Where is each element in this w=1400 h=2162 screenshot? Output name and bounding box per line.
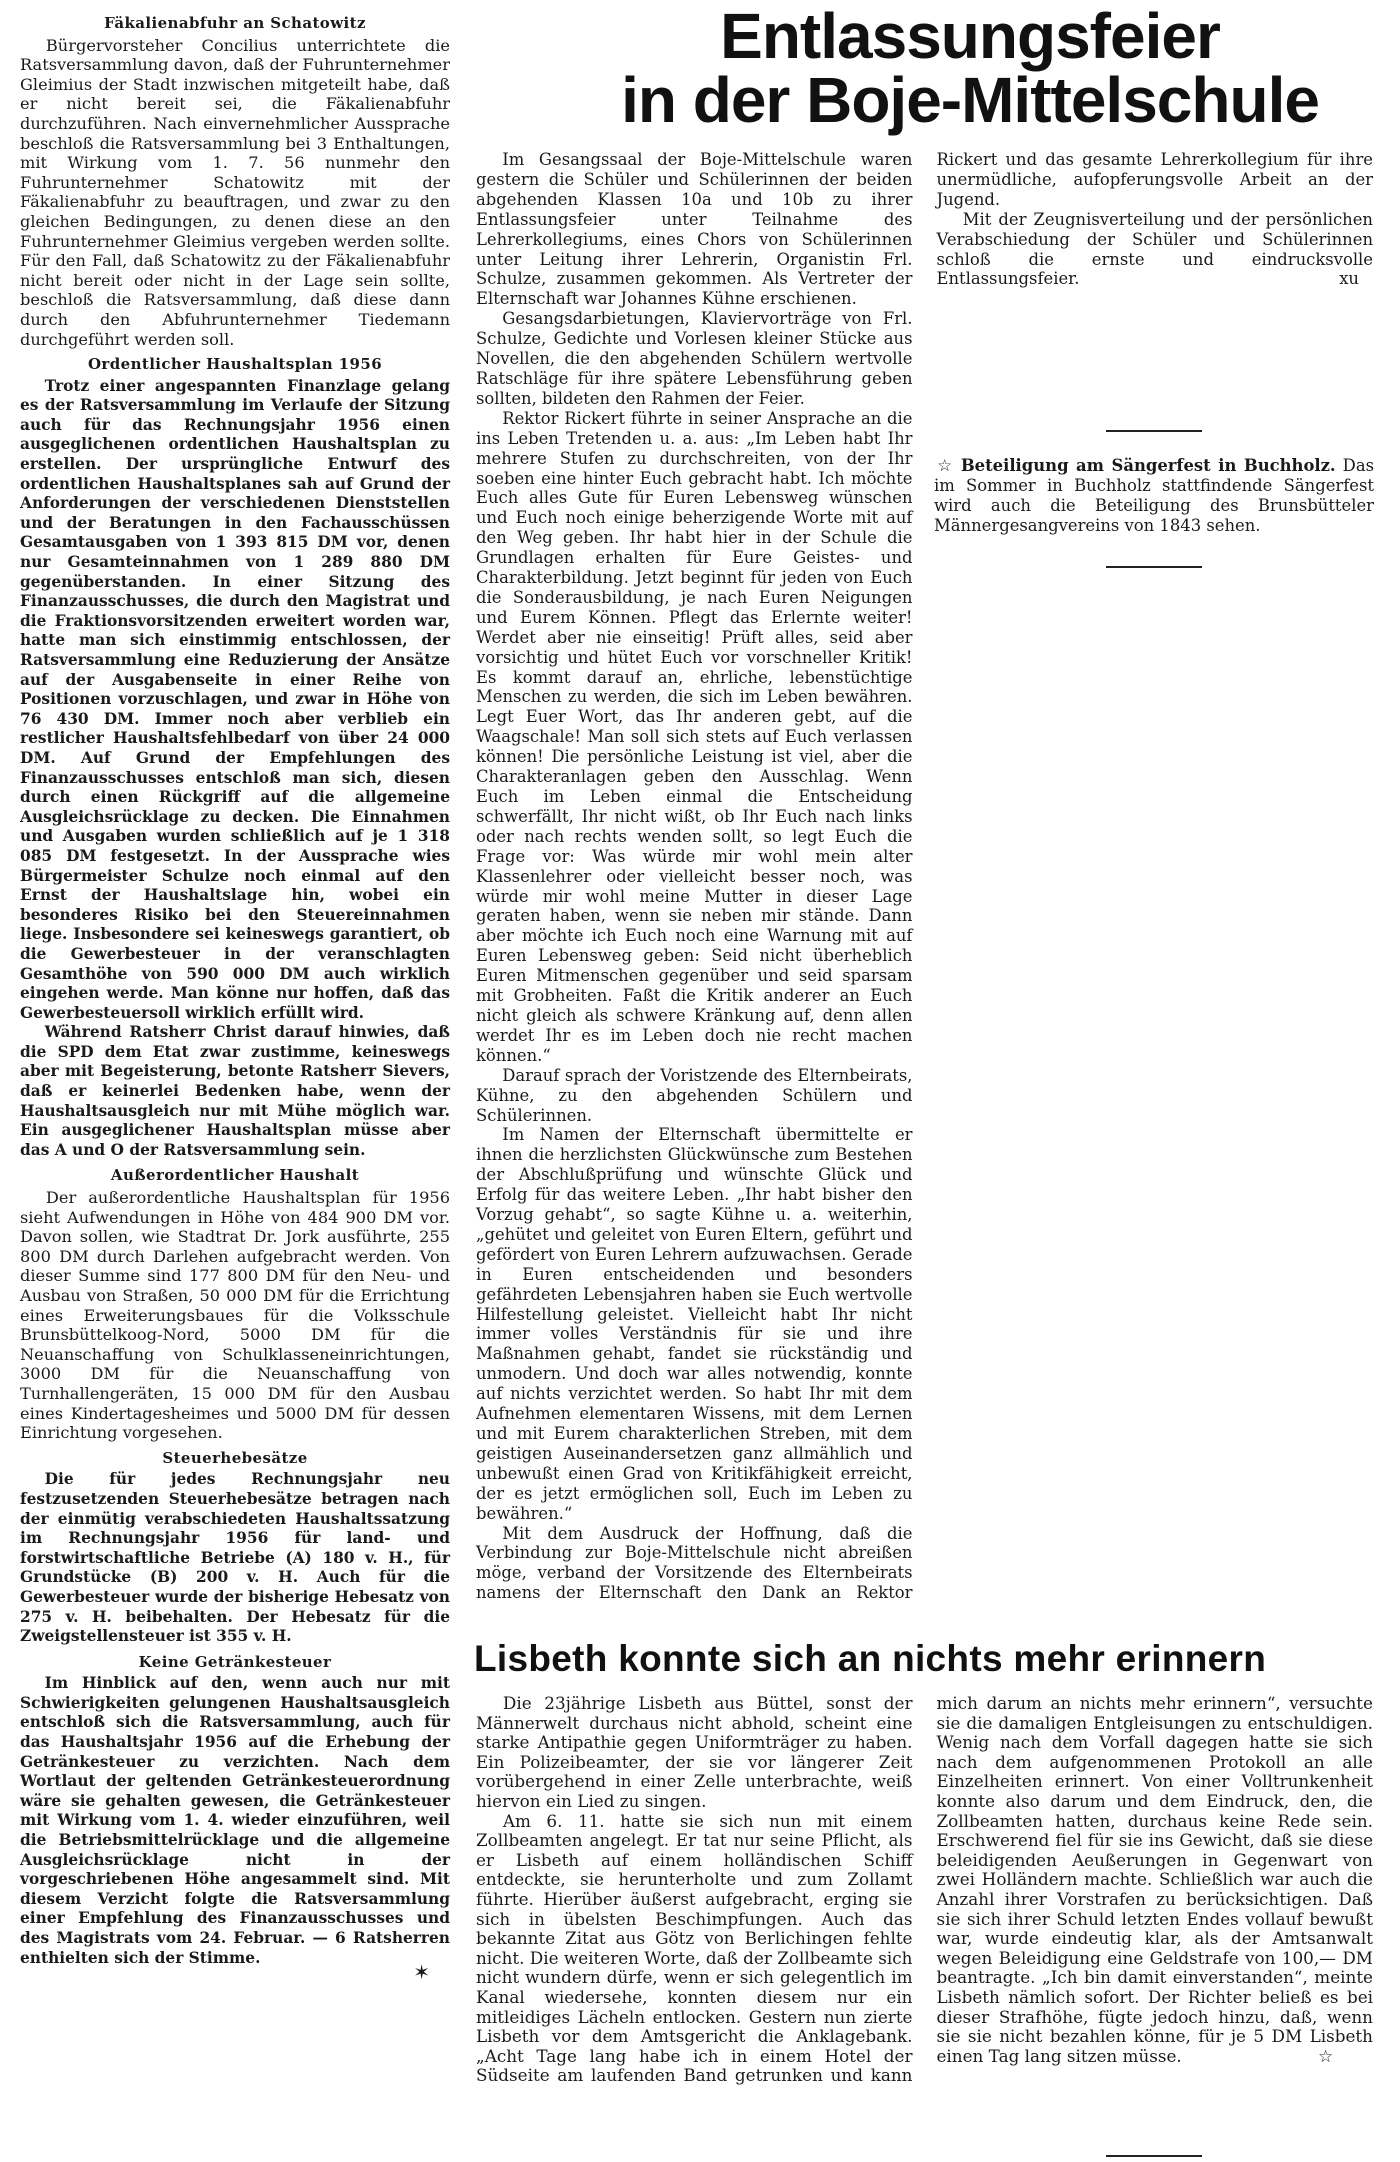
paragraph: [937, 210, 1374, 290]
paragraph: Mit dem Ausdruck der Hoffnung, daß die Verbindung zur Boje-Mittelschule nicht abreißen möge, verband der Vorsitzende des Elternbeirats namens der Elternschaft den Dank an Rektor Rickert und das gesamte Lehrerkollegium für ihre unermüdliche, aufopferungsvolle Arbeit an der Jugend.: [476, 150, 1373, 1603]
section-body: [20, 36, 450, 350]
section-body: [20, 1674, 450, 1968]
paragraph: Bürgervorsteher Concilius unterrichtete die Ratsversammlung davon, daß der Fuhrunternehmer Gleimius der Stadt inzwischen mitgeteilt habe, daß er nicht bereit sei, die Fäkalienabfuhr durchzuführen. Nach einvernehmlicher Aussprache beschloß die Ratsversammlung bei 3 Enthaltungen, mit Wirkung vom 1. 7. 56 nunmehr den Fuhrunternehmer Schatowitz mit der Fäkalienabfuhr zu beauftragen, und zwar zu den gleichen Bedingungen, zu denen diese an den Fuhrunternehmer Gleimius vergeben werden sollte. Für den Fall, daß Schatowitz zu der Fäkalienabfuhr nicht bereit oder nicht in der Lage sein sollte, beschloß die Ratsversammlung, daß diese dann durch den Abfuhrunternehmer Tiedemann durchgeführt werden soll.: [20, 35, 450, 349]
article-headline: Lisbeth konnte sich an nichts mehr erinnern: [474, 1638, 1267, 1679]
headline-line: Entlassungsfeier: [720, 0, 1220, 72]
paragraph: Trotz einer angespannten Finanzlage gelang es der Ratsversammlung im Verlaufe der Sitzung auch für das Rechnungsjahr 1956 einen ausgeglichenen ordentlichen Haushaltsplan zu erstellen. Der ursprüngliche Entwurf des ordentlichen Haushaltsplanes sah auf Grund der Anforderungen der verschiedenen Dienststellen und der Beratungen in den Fachausschüssen Gesamtausgaben von 1 393 815 DM vor, denen nur Gesamteinnahmen von 1 289 880 DM gegenüberstanden. In einer Sitzung des Finanzausschusses, die durch den Magistrat und die Fraktionsvorsitzenden erweitert worden war, hatte man sich einstimmig entschlossen, der Ratsversammlung eine Reduzierung der Ansätze auf der Ausgabenseite in einer Reihe von Positionen vorzuschlagen, und zwar in Höhe von 76 430 DM. Immer noch aber verblieb ein restlicher Haushaltsfehlbedarf von über 24 000 DM. Auf Grund der Empfehlungen des Finanzausschusses entschloß man sich, diesen durch einen Rückgriff auf die allgemeine Ausgleichsrücklage zu decken. Die Einnahmen und Ausgaben wurden schließlich auf je 1 318 085 DM festgesetzt. In der Aussprache wies Bürgermeister Schulze noch einmal auf den Ernst der Haushaltslage hin, wobei ein besonderes Risiko bei den Steuereinnahmen liege. Insbesondere sei keineswegs garantiert, ob die Gewerbesteuer in der veranschlagten Gesamthöhe von 590 000 DM auch wirklich eingehen werde. Man könne nur hoffen, daß das Gewerbesteuersoll wirklich erfüllt wird.: [20, 376, 450, 1022]
brief-text: Das im Sommer in Buchholz stattfindende Sängerfest wird auch die Beteiligung des Brunsbütteler Männergesangvereins von 1843 sehen.: [934, 456, 1374, 535]
section-body: [20, 1188, 450, 1443]
section-body: [20, 377, 450, 1161]
article-body: [476, 1694, 1373, 2086]
article-body: [476, 150, 1373, 1615]
section-heading: Außerordentlicher Haushalt: [110, 1166, 360, 1185]
headline-line: in der Boje-Mittelschule: [621, 64, 1319, 136]
section-body: [20, 1470, 450, 1646]
divider-rule: [1106, 430, 1202, 432]
paragraph: Während Ratsherr Christ darauf hinwies, daß die SPD dem Etat zwar zustimme, keineswegs aber mit Begeisterung, betonte Ratsherr Sievers, daß er keinerlei Bedenken habe, wenn der Haushaltsausgleich nur mit Mühe möglich war. Ein ausgeglichener Haushaltsplan müsse aber das A und O der Ratsversammlung sein.: [20, 1023, 450, 1159]
article-headline: [560, 0, 1380, 136]
paragraph: Im Gesangssaal der Boje-Mittelschule waren gestern die Schüler und Schülerinnen der beiden abgehenden Klassen 10a und 10b zu ihrer Entlassungsfeier unter Teilnahme des Lehrerkollegiums, eines Chors von Schülerinnen unter Leitung ihrer Lehrerin, Organistin Frl. Schulze, zusammen gekommen. Als Vertreter der Elternschaft war Johannes Kühne erschienen.: [476, 150, 913, 309]
paragraph: Im Namen der Elternschaft übermittelte er ihnen die herzlichsten Glückwünsche zum Bestehen der Abschlußprüfung und wünschte Glück und Erfolg für das weitere Leben. „Ihr habt bisher den Vorzug gehabt“, so sagte Kühne u. a. weiterhin, „gehütet und geleitet von Euren Eltern, geführt und gefördert von Euren Lehrern aufzuwachsen. Gerade in Euren entscheidenden und besonders gefährdeten Lebensjahren haben sie Euch wertvolle Hilfestellung geleistet. Vielleicht habt Ihr nicht immer volles Verständnis für sie und ihre Maßnahmen gehabt, fandet sie rückständig und unmodern. Und doch war alles notwendig, konnte auf nichts verzichtet werden. So habt Ihr mit dem Aufnehmen elementaren Wissens, mit dem Lernen und mit Eurem charakterlichen Streben, mit dem geistigen Auseinandersetzen ganz allmählich und unbewußt einen Grad von Kritikfähigkeit erreicht, der es jetzt ermöglichen soll, Euch im Leben zu bewähren.“: [476, 1125, 913, 1523]
star-icon: ☆: [937, 456, 954, 475]
divider-rule: [1106, 566, 1202, 568]
divider-rule: [1106, 2155, 1202, 2157]
star-icon: ☆: [1317, 2045, 1333, 2066]
council-report-column: [20, 14, 450, 1985]
paragraph: Die für jedes Rechnungsjahr neu festzusetzenden Steuerhebesätze betragen nach der einmütig verabschiedeten Haushaltssatzung im Rechnungsjahr 1956 für land- und forstwirtschaftliche Betriebe (A) 180 v. H., für Grundstücke (B) 200 v. H. Auch für die Gewerbesteuer wurde der bisherige Hebesatz von 275 v. H. beibehalten. Der Hebesatz für die Zweigstellensteuer ist 355 v. H.: [20, 1470, 450, 1646]
section-heading: Keine Getränkesteuer: [138, 1652, 332, 1671]
brief-paragraph: [934, 456, 1374, 536]
paragraph: Gesangsdarbietungen, Klaviervorträge von Frl. Schulze, Gedichte und Vorlesen kleiner Stücke aus Novellen, die den abgehenden Schülern wertvolle Ratschläge für ihre spätere Lebensführung geben sollten, bildeten den Rahmen der Feier.: [476, 309, 913, 408]
paragraph: Darauf sprach der Voristzende des Elternbeirats, Kühne, zu den abgehenden Schülern und Schülerinnen.: [476, 1065, 913, 1125]
paragraph: Im Hinblick auf den, wenn auch nur mit Schwierigkeiten gelungenen Haushaltsausgleich entschloß sich die Ratsversammlung, auch für das Haushaltsjahr 1956 auf die Erhebung der Getränkesteuer zu verzichten. Nach dem Wortlaut der geltenden Getränkesteuerordnung wäre sie gehalten gewesen, die Getränkesteuer mit Wirkung vom 1. 4. wieder einzuführen, weil die Betriebsmittelrücklage und die allgemeine Ausgleichsrücklage nicht in der vorgeschriebenen Höhe angesammelt sind. Mit diesem Verzicht folgte die Ratsversammlung einer Empfehlung des Finanzausschusses und des Magistrats vom 24. Februar. — 6 Ratsherren enthielten sich der Stimme.: [20, 1674, 450, 1967]
news-brief: [934, 456, 1374, 536]
paragraph: Rektor Rickert führte in seiner Ansprache an die ins Leben Tretenden u. a. aus: „Im Leben habt Ihr mehrere Stufen zu durchschreiten, von der Ihr soeben eine hinter Euch gebracht habt. Ich möchte Euch alles Gute für Euren Lebensweg wünschen und Euch noch einige beherzigende Worte mit auf den Weg geben. Ihr habt hier in der Schule die Grundlagen erhalten für Eure Geistes- und Charakterbildung. Jetzt beginnt für jeden von Euch die Sonderausbildung, je nach Euren Neigungen und Eurem Können. Pflegt das Erlernte weiter! Werdet aber nie einseitig! Prüft alles, seid aber vorsichtig und hütet Euch vor vorschneller Kritik! Es kommt darauf an, ehrliche, lebenstüchtige Menschen zu werden, die sich im Leben bewähren. Legt Euer Wort, das Ihr anderen gebt, auf die Waagschale! Man soll sich stets auf Euch verlassen können! Die persönliche Leistung ist viel, aber die Charakteranlagen geben den Ausschlag. Wenn Euch im Leben einmal die Entscheidung schwerfällt, Ihr nicht wißt, ob Ihr Euch nach links oder nach rechts wenden sollt, so legt Euch die Frage vor: Was würde mir wohl mein alter Klassenlehrer oder vielleicht besser noch, was würde mir wohl meine Mutter in dieser Lage geraten haben, wenn sie neben mir stände. Dann aber möchte ich Euch noch eine Warnung mit auf Euren Lebensweg geben: Seid nicht überheblich Euren Mitmenschen gegenüber und seid sparsam mit Grobheiten. Faßt die Kritik anderer an Euch nicht gleich als schwere Kränkung auf, denn allen werdet Ihr es im Leben doch nie recht machen können.“: [476, 408, 913, 1065]
paragraph-text: Mit der Zeugnisverteilung und der persönlichen Verabschiedung der Schüler und Schülerinnen schloß die ernste und eindrucksvolle Entlassungsfeier.: [936, 209, 1373, 289]
paragraph: Der außerordentliche Haushaltsplan für 1956 sieht Aufwendungen in Höhe von 484 900 DM vor. Davon sollen, wie Stadtrat Dr. Jork ausführte, 255 800 DM durch Darlehen aufgebracht werden. Von dieser Summe sind 177 800 DM für den Neu- und Ausbau von Straßen, 50 000 DM für die Errichtung eines Erweiterungsbaues für die Volksschule Brunsbüttelkoog-Nord, 5000 DM für die Neuanschaffung von Schulklasseneinrichtungen, 3000 DM für die Neuanschaffung von Turnhallengeräten, 15 000 DM für den Ausbau eines Kindertagesheimes und 5000 DM für dessen Einrichtung vorgesehen.: [20, 1188, 450, 1443]
section-heading: Ordentlicher Haushaltsplan 1956: [87, 355, 383, 374]
paragraph-text: Am 6. 11. hatte sie sich nun mit einem Zollbeamten angelegt. Er tat nur seine Pflicht, als er Lisbeth auf einem holländischen Schiff entdeckte, sie herunterholte und zum Zollamt führte. Hierüber äußerst aufgebracht, erging sie sich in übelsten Beschimpfungen. Auch das bekannte Zitat aus Götz von Berlichingen fehlte nicht. Die weiteren Worte, daß der Zollbeamte sich nicht wundern dürfe, wenn er sich gelegentlich im Kanal wiedersehe, konnten diesem nur ein mitleidiges Lächeln entlocken. Gestern nun zierte Lisbeth vor dem Amtsgericht die Anklagebank. „Acht Tage lang habe ich in einem Hotel der Südseite am laufenden Band getrunken und kann mich darum an nichts mehr erinnern“, versuchte sie die damaligen Entgleisungen zu entschuldigen. Wenig nach dem Vorfall dagegen hatte sie sich nach dem aufgenommenen Protokoll an alle Einzelheiten erinnert. Von einer Volltrunkenheit konnte also darum und dem Eindruck, den, die Zollbeamten hatten, durchaus keine Rede sein. Erschwerend fiel für sie ins Gewicht, daß sie diese beleidigenden Aeußerungen in Gegenwart von zwei Holländern machte. Schließlich war auch die Anzahl ihrer Vorstrafen zu berücksichtigen. Daß sie sich ihrer Schuld letzten Endes vollauf bewußt war, wurde eindeutig klar, als der Amtsanwalt wegen Beleidigung eine Geldstrafe von 100,— DM beantragte. „Ich bin damit einverstanden“, meinte Lisbeth nämlich sofort. Der Richter beließ es bei dieser Strafhöhe, fügte jedoch hinzu, daß, wenn sie sie nicht bezahlen könne, für je 5 DM Lisbeth einen Tag lang sitzen müsse.: [476, 1693, 1373, 2086]
section-heading: Fäkalienabfuhr an Schatowitz: [104, 14, 366, 32]
end-asterisk-icon: ✶: [413, 1960, 430, 1985]
paragraph: Die 23jährige Lisbeth aus Büttel, sonst der Männerwelt durchaus nicht abhold, scheint eine starke Antipathie gegen Uniformträger zu haben. Ein Polizeibeamter, der sie vor längerer Zeit vorübergehend in einer Zelle unterbrachte, weiß hiervon ein Lied zu singen.: [476, 1693, 913, 1811]
brief-kicker: Beteiligung am Sängerfest in Buchholz.: [960, 456, 1336, 475]
author-signature: xu: [1339, 269, 1359, 289]
section-heading: Steuerhebesätze: [162, 1448, 308, 1467]
